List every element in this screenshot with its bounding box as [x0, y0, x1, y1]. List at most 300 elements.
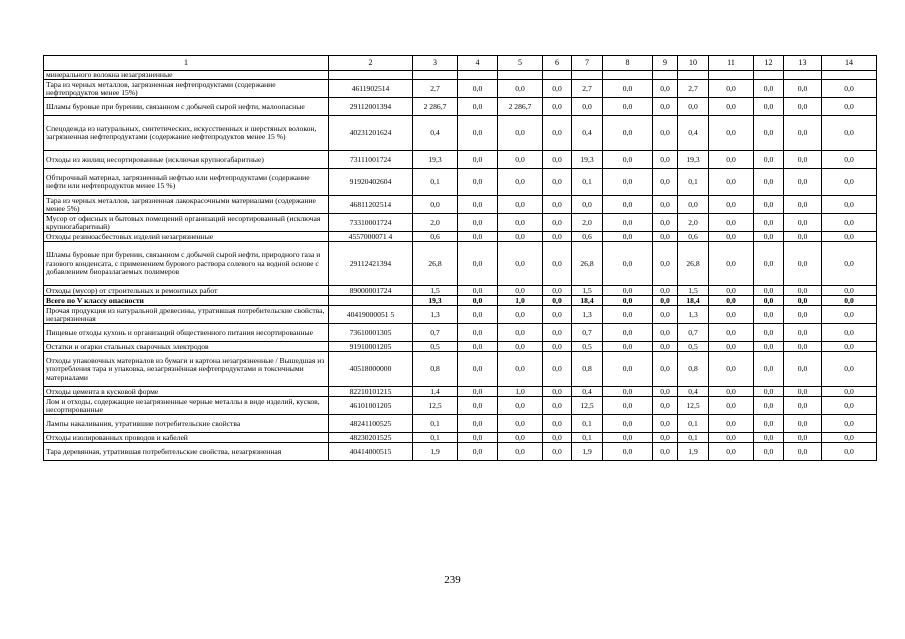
value-cell: 0,0 [498, 116, 543, 151]
value-cell: 1,9 [572, 443, 603, 461]
waste-name-cell: Тара из черных металлов, загрязненная нефтепродуктами (содержание нефтепродуктов менее 15%) [44, 80, 329, 98]
value-cell: 0,0 [653, 415, 678, 433]
value-cell: 0,0 [822, 98, 877, 116]
value-cell: 0,0 [543, 214, 572, 232]
column-header: 5 [498, 56, 543, 71]
value-cell: 0,0 [603, 196, 653, 214]
table-row [44, 397, 877, 415]
value-cell: 0,0 [784, 352, 822, 387]
value-cell: 0,0 [784, 80, 822, 98]
column-header: 13 [784, 56, 822, 71]
total-row [44, 296, 877, 306]
column-header: 11 [709, 56, 754, 71]
value-cell: 0,0 [543, 80, 572, 98]
value-cell: 0,0 [458, 169, 498, 196]
value-cell: 0,0 [754, 151, 784, 169]
waste-name-cell: Прочая продукция из натуральной древесины, утратившая потребительские свойства, незагрязненная [44, 306, 329, 324]
waste-name-cell: Отходы из жилищ несортированные (исключая крупногабаритные) [44, 151, 329, 169]
value-cell: 0,4 [413, 116, 458, 151]
value-cell: 2,0 [413, 214, 458, 232]
value-cell: 0,0 [653, 242, 678, 286]
waste-code-cell: 82210101215 [329, 387, 413, 397]
value-cell: 0,0 [498, 151, 543, 169]
value-cell: 0,0 [458, 196, 498, 214]
value-cell: 0,0 [543, 324, 572, 342]
value-cell: 12,5 [572, 397, 603, 415]
value-cell: 0,0 [822, 324, 877, 342]
value-cell: 0,0 [784, 306, 822, 324]
value-cell: 19,3 [678, 151, 709, 169]
value-cell: 0,0 [709, 387, 754, 397]
value-cell: 0,0 [709, 151, 754, 169]
value-cell: 26,8 [678, 242, 709, 286]
value-cell: 0,0 [784, 98, 822, 116]
value-cell: 2 286,7 [413, 98, 458, 116]
value-cell: 0,0 [543, 232, 572, 242]
value-cell: 2,7 [572, 80, 603, 98]
waste-code-cell: 48230201525 [329, 433, 413, 443]
value-cell: 0,0 [543, 387, 572, 397]
value-cell: 0,1 [678, 433, 709, 443]
table-header-row [44, 56, 877, 71]
value-cell: 18,4 [572, 296, 603, 306]
table-row [44, 306, 877, 324]
value-cell: 0,0 [458, 80, 498, 98]
waste-code-cell: 40414000515 [329, 443, 413, 461]
waste-code-cell: 40518000000 [329, 352, 413, 387]
value-cell: 0,0 [603, 306, 653, 324]
value-cell: 0,0 [543, 352, 572, 387]
value-cell [822, 71, 877, 80]
value-cell: 0,7 [413, 324, 458, 342]
table-row [44, 286, 877, 296]
value-cell: 0,0 [653, 98, 678, 116]
value-cell: 0,0 [413, 196, 458, 214]
waste-name-cell: Шламы буровые при бурении, связанном с добычей сырой нефти, малоопасные [44, 98, 329, 116]
value-cell: 0,0 [784, 397, 822, 415]
waste-name-cell: Мусор от офисных и бытовых помещений организаций несортированный (исключая крупногабаритный) [44, 214, 329, 232]
value-cell: 0,0 [822, 397, 877, 415]
value-cell: 0,0 [754, 116, 784, 151]
value-cell: 0,0 [603, 324, 653, 342]
value-cell: 0,1 [572, 169, 603, 196]
waste-code-cell: 73111001724 [329, 151, 413, 169]
waste-name-cell: Пищевые отходы кухонь и организаций общественного питания несортированные [44, 324, 329, 342]
value-cell: 0,0 [784, 242, 822, 286]
value-cell: 0,0 [498, 324, 543, 342]
value-cell: 0,0 [543, 116, 572, 151]
value-cell: 0,0 [603, 214, 653, 232]
value-cell: 0,0 [754, 342, 784, 352]
value-cell: 0,0 [498, 232, 543, 242]
value-cell: 0,0 [603, 80, 653, 98]
value-cell: 0,0 [784, 387, 822, 397]
value-cell: 0,6 [678, 232, 709, 242]
waste-name-cell: Лампы накаливания, утратившие потребительские свойства [44, 415, 329, 433]
value-cell: 0,0 [822, 196, 877, 214]
waste-code-cell: 46101001205 [329, 397, 413, 415]
column-header: 1 [44, 56, 329, 71]
value-cell: 1,5 [678, 286, 709, 296]
table-row [44, 415, 877, 433]
waste-table-container [43, 55, 876, 461]
column-header: 7 [572, 56, 603, 71]
value-cell: 0,0 [653, 296, 678, 306]
value-cell: 0,0 [498, 415, 543, 433]
value-cell: 0,0 [458, 443, 498, 461]
value-cell [653, 71, 678, 80]
value-cell: 0,0 [498, 433, 543, 443]
value-cell: 0,0 [572, 98, 603, 116]
value-cell: 0,4 [678, 116, 709, 151]
value-cell: 0,0 [458, 242, 498, 286]
waste-name-cell: Отходы цемента в кусковой форме [44, 387, 329, 397]
value-cell: 0,0 [498, 196, 543, 214]
waste-name-cell: Отходы упаковочных материалов из бумаги и картона незагрязненные / Вышедшая из употребления тара и упаковка, незагрязнённая нефтепродуктами и токсичными материалами [44, 352, 329, 387]
table-row [44, 232, 877, 242]
waste-code-cell: 29112001394 [329, 98, 413, 116]
value-cell: 0,0 [709, 352, 754, 387]
value-cell: 26,8 [572, 242, 603, 286]
value-cell: 0,0 [543, 342, 572, 352]
value-cell: 0,0 [822, 296, 877, 306]
table-row [44, 196, 877, 214]
value-cell [678, 71, 709, 80]
value-cell: 26,8 [413, 242, 458, 286]
value-cell: 0,0 [754, 415, 784, 433]
table-row [44, 71, 877, 80]
value-cell: 0,0 [498, 214, 543, 232]
value-cell: 0,0 [678, 196, 709, 214]
waste-name-cell: Спецодежда из натуральных, синтетических, искусственных и шерстяных волокон, загрязненная нефтепродуктами (содержание нефтепродуктов менее 15 %) [44, 116, 329, 151]
waste-name-cell: Всего по V классу опасности [44, 296, 329, 306]
value-cell: 0,0 [543, 151, 572, 169]
value-cell: 0,1 [572, 433, 603, 443]
value-cell: 0,0 [754, 196, 784, 214]
value-cell: 0,0 [709, 433, 754, 443]
value-cell: 0,0 [822, 169, 877, 196]
value-cell: 0,8 [678, 352, 709, 387]
value-cell: 0,0 [709, 116, 754, 151]
column-header: 4 [458, 56, 498, 71]
value-cell: 0,1 [413, 433, 458, 443]
value-cell: 0,0 [754, 433, 784, 443]
value-cell: 1,3 [413, 306, 458, 324]
waste-code-cell: 73310001724 [329, 214, 413, 232]
value-cell: 0,0 [458, 324, 498, 342]
value-cell: 0,0 [709, 415, 754, 433]
value-cell: 0,0 [498, 397, 543, 415]
table-row [44, 387, 877, 397]
value-cell: 0,5 [572, 342, 603, 352]
value-cell: 0,0 [603, 443, 653, 461]
waste-code-cell: 48241100525 [329, 415, 413, 433]
value-cell: 0,0 [458, 151, 498, 169]
waste-code-cell: 40231201624 [329, 116, 413, 151]
value-cell: 0,0 [709, 98, 754, 116]
value-cell: 0,0 [458, 214, 498, 232]
value-cell: 0,0 [653, 324, 678, 342]
value-cell: 0,1 [572, 415, 603, 433]
value-cell: 0,0 [709, 214, 754, 232]
value-cell: 18,4 [678, 296, 709, 306]
value-cell: 0,0 [822, 387, 877, 397]
value-cell: 0,0 [458, 415, 498, 433]
waste-name-cell: Обтирочный материал, загрязненный нефтью или нефтепродуктами (содержание нефти или нефтепродуктов менее 15 %) [44, 169, 329, 196]
column-header: 12 [754, 56, 784, 71]
value-cell: 0,0 [709, 324, 754, 342]
value-cell: 0,0 [603, 169, 653, 196]
value-cell: 0,0 [653, 196, 678, 214]
value-cell: 0,0 [603, 286, 653, 296]
value-cell: 0,4 [572, 116, 603, 151]
table-row [44, 151, 877, 169]
waste-code-cell: 46811202514 [329, 196, 413, 214]
value-cell: 0,0 [709, 80, 754, 98]
column-header: 3 [413, 56, 458, 71]
value-cell: 0,0 [653, 306, 678, 324]
value-cell [543, 71, 572, 80]
value-cell: 0,0 [603, 342, 653, 352]
value-cell: 0,0 [754, 286, 784, 296]
value-cell: 0,0 [754, 169, 784, 196]
value-cell: 19,3 [413, 296, 458, 306]
value-cell: 0,0 [709, 397, 754, 415]
waste-code-cell: 40419000051 5 [329, 306, 413, 324]
value-cell: 0,0 [754, 80, 784, 98]
value-cell: 0,0 [603, 151, 653, 169]
value-cell: 1,3 [572, 306, 603, 324]
value-cell [498, 71, 543, 80]
waste-code-cell: 4611902514 [329, 80, 413, 98]
value-cell: 0,0 [458, 98, 498, 116]
value-cell: 0,0 [822, 286, 877, 296]
value-cell: 0,0 [603, 352, 653, 387]
value-cell: 0,0 [543, 296, 572, 306]
value-cell: 0,0 [543, 242, 572, 286]
value-cell: 0,0 [458, 116, 498, 151]
value-cell: 1,9 [678, 443, 709, 461]
table-row [44, 443, 877, 461]
value-cell: 0,0 [653, 169, 678, 196]
value-cell: 1,0 [498, 387, 543, 397]
value-cell: 0,0 [603, 397, 653, 415]
value-cell: 0,0 [653, 80, 678, 98]
waste-name-cell: Отходы резиноасбестовых изделий незагрязненные [44, 232, 329, 242]
value-cell: 12,5 [413, 397, 458, 415]
waste-code-cell: 91920402604 [329, 169, 413, 196]
value-cell [413, 71, 458, 80]
value-cell: 0,1 [413, 169, 458, 196]
value-cell: 0,0 [543, 415, 572, 433]
value-cell: 0,0 [678, 98, 709, 116]
table-row [44, 433, 877, 443]
value-cell: 0,0 [754, 98, 784, 116]
value-cell: 0,0 [653, 232, 678, 242]
value-cell: 19,3 [413, 151, 458, 169]
table-row [44, 169, 877, 196]
value-cell: 0,0 [784, 169, 822, 196]
value-cell: 0,0 [498, 306, 543, 324]
value-cell: 0,0 [603, 232, 653, 242]
value-cell: 0,0 [709, 232, 754, 242]
value-cell: 12,5 [678, 397, 709, 415]
value-cell: 0,0 [822, 352, 877, 387]
value-cell: 0,0 [498, 286, 543, 296]
value-cell: 1,3 [678, 306, 709, 324]
waste-name-cell: Отходы (мусор) от строительных и ремонтных работ [44, 286, 329, 296]
value-cell: 0,0 [709, 286, 754, 296]
value-cell: 1,4 [413, 387, 458, 397]
value-cell: 2,7 [678, 80, 709, 98]
value-cell: 0,0 [498, 242, 543, 286]
value-cell: 0,0 [458, 306, 498, 324]
waste-name-cell: Лом и отходы, содержащие незагрязненные черные металлы в виде изделий, кусков, несортированные [44, 397, 329, 415]
value-cell: 0,0 [498, 443, 543, 461]
value-cell: 0,0 [784, 286, 822, 296]
value-cell: 0,0 [543, 443, 572, 461]
value-cell: 0,0 [784, 415, 822, 433]
waste-name-cell: Отходы изолированных проводов и кабелей [44, 433, 329, 443]
page-number: 239 [444, 574, 461, 586]
value-cell: 0,0 [822, 80, 877, 98]
value-cell: 0,0 [709, 443, 754, 461]
value-cell: 0,0 [754, 324, 784, 342]
column-header: 8 [603, 56, 653, 71]
value-cell: 0,0 [458, 352, 498, 387]
waste-name-cell: Тара деревянная, утратившая потребительские свойства, незагрязненная [44, 443, 329, 461]
value-cell: 0,0 [709, 296, 754, 306]
value-cell: 0,0 [784, 433, 822, 443]
value-cell: 0,5 [413, 342, 458, 352]
value-cell: 0,1 [678, 415, 709, 433]
value-cell: 0,0 [822, 433, 877, 443]
value-cell: 0,0 [603, 387, 653, 397]
value-cell: 0,5 [678, 342, 709, 352]
value-cell: 0,0 [603, 98, 653, 116]
value-cell [709, 71, 754, 80]
value-cell [754, 71, 784, 80]
value-cell: 2,7 [413, 80, 458, 98]
value-cell: 0,4 [678, 387, 709, 397]
value-cell: 19,3 [572, 151, 603, 169]
value-cell: 0,0 [822, 342, 877, 352]
value-cell: 0,0 [653, 443, 678, 461]
value-cell: 0,0 [543, 169, 572, 196]
column-header: 14 [822, 56, 877, 71]
value-cell: 0,0 [653, 286, 678, 296]
value-cell: 0,0 [603, 116, 653, 151]
value-cell: 0,0 [653, 342, 678, 352]
waste-name-cell: Тара из черных металлов, загрязненная лакокрасочными материалами (содержание менее 5%) [44, 196, 329, 214]
value-cell: 1,9 [413, 443, 458, 461]
value-cell: 0,0 [458, 286, 498, 296]
table-row [44, 342, 877, 352]
value-cell: 0,0 [498, 169, 543, 196]
value-cell: 0,0 [498, 80, 543, 98]
value-cell: 0,4 [572, 387, 603, 397]
value-cell: 0,1 [678, 169, 709, 196]
value-cell: 0,0 [653, 387, 678, 397]
table-row [44, 80, 877, 98]
value-cell: 0,0 [653, 397, 678, 415]
waste-name-cell: минерального волокна незагрязненные [44, 71, 329, 80]
value-cell: 0,0 [784, 116, 822, 151]
value-cell: 0,0 [458, 232, 498, 242]
value-cell: 0,0 [784, 324, 822, 342]
value-cell: 0,0 [822, 306, 877, 324]
value-cell: 0,0 [754, 232, 784, 242]
value-cell: 0,0 [784, 151, 822, 169]
value-cell: 2 286,7 [498, 98, 543, 116]
value-cell: 0,0 [754, 387, 784, 397]
value-cell: 1,0 [498, 296, 543, 306]
column-header: 9 [653, 56, 678, 71]
value-cell: 1,5 [572, 286, 603, 296]
value-cell: 0,0 [458, 342, 498, 352]
value-cell: 0,0 [754, 306, 784, 324]
value-cell: 0,0 [784, 214, 822, 232]
waste-code-cell: 73610001305 [329, 324, 413, 342]
waste-code-cell [329, 71, 413, 80]
value-cell: 0,0 [653, 433, 678, 443]
value-cell: 0,0 [784, 443, 822, 461]
value-cell: 0,0 [822, 214, 877, 232]
value-cell: 0,0 [653, 352, 678, 387]
value-cell: 0,0 [603, 415, 653, 433]
value-cell: 0,0 [572, 196, 603, 214]
value-cell: 0,0 [822, 443, 877, 461]
value-cell: 2,0 [572, 214, 603, 232]
value-cell: 0,0 [498, 352, 543, 387]
value-cell: 0,0 [784, 232, 822, 242]
value-cell: 0,0 [784, 342, 822, 352]
column-header: 10 [678, 56, 709, 71]
value-cell: 0,0 [822, 116, 877, 151]
value-cell: 0,0 [603, 296, 653, 306]
table-row [44, 242, 877, 286]
value-cell: 0,0 [543, 306, 572, 324]
value-cell [572, 71, 603, 80]
value-cell: 0,7 [678, 324, 709, 342]
value-cell: 0,0 [784, 296, 822, 306]
waste-name-cell: Остатки и огарки стальных сварочных электродов [44, 342, 329, 352]
value-cell: 0,0 [543, 98, 572, 116]
value-cell: 0,6 [413, 232, 458, 242]
value-cell: 0,0 [709, 342, 754, 352]
value-cell [603, 71, 653, 80]
waste-table [43, 55, 877, 461]
value-cell: 0,0 [822, 232, 877, 242]
table-row [44, 324, 877, 342]
value-cell: 0,0 [754, 214, 784, 232]
value-cell: 0,0 [458, 296, 498, 306]
value-cell: 0,8 [572, 352, 603, 387]
value-cell: 0,0 [754, 352, 784, 387]
value-cell: 0,0 [754, 443, 784, 461]
column-header: 2 [329, 56, 413, 71]
value-cell: 0,0 [543, 397, 572, 415]
value-cell: 0,0 [543, 196, 572, 214]
column-header: 6 [543, 56, 572, 71]
value-cell: 0,0 [709, 306, 754, 324]
value-cell: 1,5 [413, 286, 458, 296]
value-cell: 0,7 [572, 324, 603, 342]
value-cell: 0,0 [822, 242, 877, 286]
value-cell: 0,8 [413, 352, 458, 387]
table-row [44, 98, 877, 116]
waste-code-cell: 4557000071 4 [329, 232, 413, 242]
